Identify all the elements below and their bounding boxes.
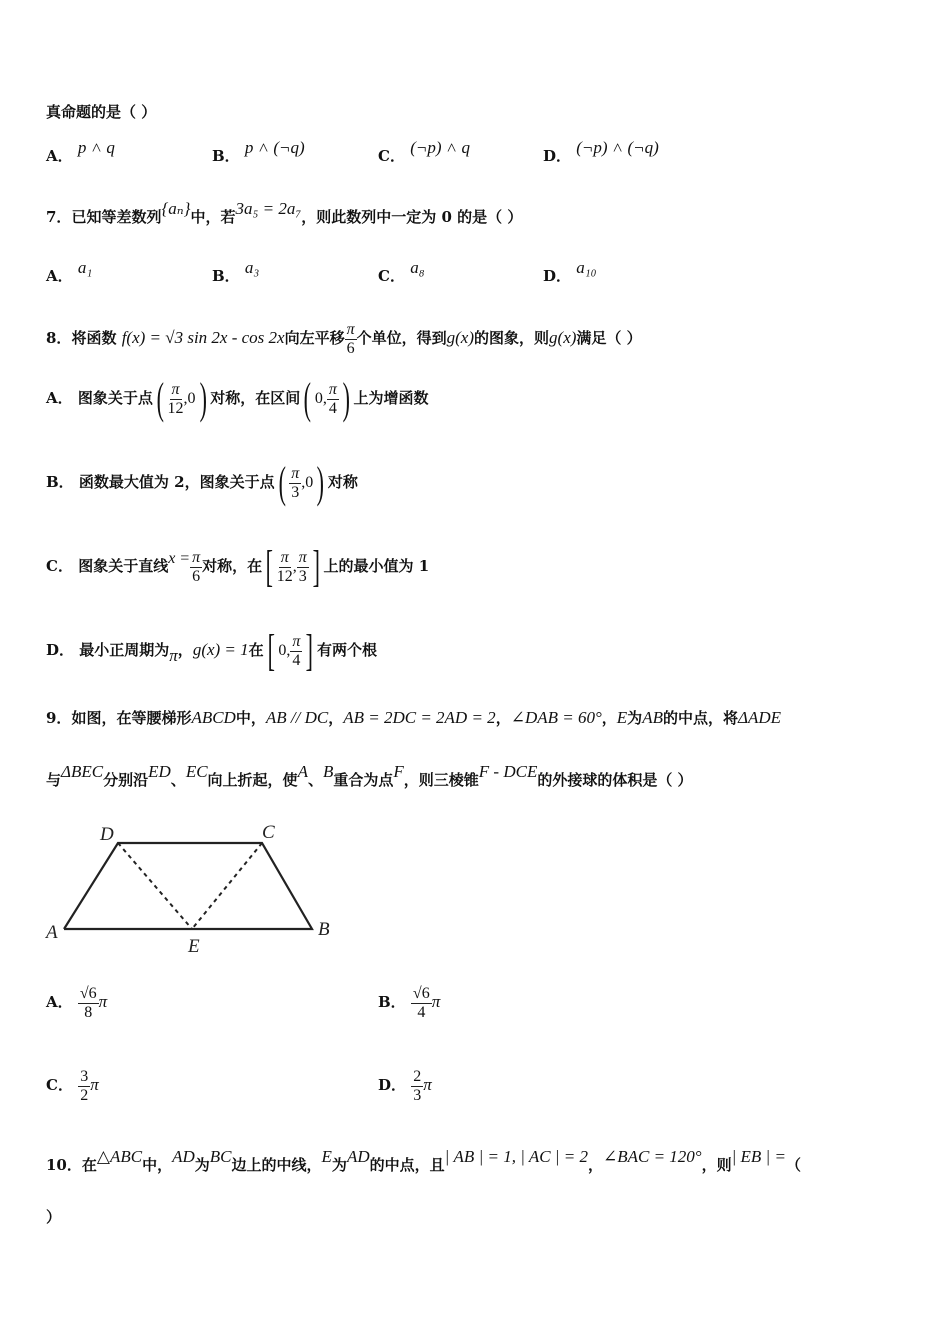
frac-den: 3 [298,567,307,585]
point-fraction [168,381,184,418]
interval-fraction [290,633,302,670]
question-number: 8． [46,329,72,347]
option-fraction [78,1068,90,1105]
opt-text: 在 [248,641,264,659]
option-label: D． [543,147,572,165]
q7-option-b[interactable] [212,258,260,286]
q10-math: | EB | = [731,1147,786,1166]
option-label: B． [378,993,406,1011]
g-eq: g(x) = 1 [192,640,249,659]
q10-text: ， [587,1156,603,1174]
q6-option-a[interactable] [46,138,115,166]
option-label: C． [46,557,73,575]
q9-option-b[interactable] [378,977,440,1027]
option-expr: a₁₀ [576,258,597,277]
option-label: D． [46,641,75,659]
q10-text: 边上的中线， [231,1156,322,1174]
q7-option-a[interactable] [46,258,93,286]
q6-option-d[interactable] [543,138,659,166]
q8-stem [46,318,642,358]
q8-g2: g(x) [549,328,577,347]
q10-math: AD [172,1147,195,1166]
frac-den: 3 [291,483,300,501]
question-number: 9． [46,709,72,727]
frac-den: 6 [346,339,355,357]
label-c: C [262,822,275,843]
q9-math: ΔADE [737,708,782,727]
q8-function: f(x) = √3 sin 2x - cos 2x [121,328,285,347]
option-label: D． [543,267,572,285]
frac-den: 2 [80,1086,89,1104]
trapezoid-outline [64,843,312,929]
interval-start: 0, [278,642,291,659]
option-expr: p ˄ (¬q) [244,138,305,157]
option-expr: (¬p) ˄ q [410,138,470,157]
q9-text: 中， [235,709,266,727]
dashed-ce [192,843,262,929]
opt-text: 上为增函数 [353,389,429,407]
left-bracket: [ [267,626,275,675]
interval-start: 0, [314,390,327,407]
q9-text: 、 [170,771,186,789]
right-paren: ) [199,374,207,423]
pi-symbol: π [431,992,441,1011]
opt-text: 有两个根 [317,641,378,659]
q8-shift-fraction [345,321,357,358]
q9-text: ，则三棱锥 [403,771,479,789]
frac-den: 8 [84,1003,93,1021]
x-eq: x = [168,550,191,567]
q9-text: ， [495,709,511,727]
q7-stem [46,199,523,227]
option-expr: (¬p) ˄ (¬q) [576,138,659,157]
q10-text: 在 [81,1156,97,1174]
right-bracket: ] [312,542,320,591]
q9-math: B [322,762,334,781]
left-paren: ( [156,374,164,423]
q7-option-c[interactable] [378,258,425,286]
q9-text: ， [328,709,344,727]
q9-math: ΔBEC [61,762,104,781]
q10-text: 为 [331,1156,347,1174]
period-value: π [169,646,178,665]
q8-option-d[interactable] [46,627,377,674]
option-fraction [78,985,99,1022]
frac-num: 3 [80,1067,89,1085]
option-label: A． [46,267,73,285]
q9-math: E [616,708,628,727]
right-paren: ) [342,374,350,423]
q9-math: EC [185,762,208,781]
q10-math: △ABC [96,1147,143,1166]
q9-math: ED [148,762,171,781]
q9-text: ， [601,709,617,727]
pi-symbol: π [90,1075,99,1094]
q10-math: ∠BAC = 120° [602,1147,702,1166]
option-label: B． [46,473,74,491]
left-bracket: [ [265,542,274,591]
frac-num: √6 [79,984,97,1002]
q8-text-b: 向左平移 [284,329,345,347]
question-number: 10． [46,1156,82,1174]
point-value: ,0 [301,474,314,491]
q8-g1: g(x) [446,328,475,347]
label-b: B [318,919,330,940]
interval-fraction [327,381,339,418]
q9-math: ABCD [191,708,236,727]
q9-text: 分别沿 [103,771,149,789]
question-number: 7． [46,208,72,226]
q7-text-c: ，则此数列中一定为 0 的是（ ） [301,208,523,226]
point-fraction [289,465,301,502]
option-expr: a₃ [244,258,260,277]
right-paren: ) [316,458,325,507]
label-e: E [188,936,200,957]
left-paren: ( [303,374,312,423]
frac-den: 12 [276,567,293,585]
frac-num: π [192,548,201,566]
opt-text: 函数最大值为 2，图象关于点 [78,473,275,491]
q9-stem-line1 [46,708,781,728]
option-label: B． [212,147,240,165]
interval-b-fraction [297,549,309,586]
option-label: A． [46,993,73,1011]
comma: , [292,558,297,575]
frac-den: 3 [413,1086,422,1104]
option-label: A． [46,389,73,407]
frac-den: 4 [417,1003,426,1021]
q10-close: ） [46,1208,62,1226]
frac-num: π [346,320,355,338]
frac-den: 4 [292,651,301,669]
q6-stem-tail: 真命题的是（ ） [46,103,157,121]
q7-sequence: {aₙ} [161,199,191,218]
pi-symbol: π [98,992,108,1011]
opt-text: 图象关于点 [77,389,153,407]
q9-text: 重合为点 [333,771,394,789]
q7-option-d[interactable] [543,258,597,286]
q9-math: F - DCE [478,762,538,781]
q9-text: 与 [46,771,62,789]
frac-num: π [171,380,180,398]
q9-math: AB // DC [265,708,329,727]
q6-option-c[interactable] [378,138,470,166]
frac-num: π [298,548,307,566]
pi-symbol: π [423,1075,432,1094]
q10-math: BC [209,1147,232,1166]
q10-math: AD [346,1147,370,1166]
frac-num: π [328,380,337,398]
q9-math: F [393,762,404,781]
q10-text: 中， [142,1156,173,1174]
opt-text: 对称 [327,473,358,491]
frac-den: 12 [167,399,184,417]
line-fraction [190,549,202,586]
opt-text: 最小正周期为 [79,641,170,659]
q6-option-b[interactable] [212,138,305,166]
q9-text: 的中点，将 [662,709,738,727]
q9-option-a[interactable] [46,977,107,1027]
q10-math: | AB | = 1, | AC | = 2 [444,1147,588,1166]
right-bracket: ] [306,626,314,675]
frac-den: 6 [192,567,201,585]
option-label: C． [378,147,405,165]
interval-a-fraction [277,549,293,586]
q9-text: 为 [627,709,643,727]
q9-stem-line2 [46,762,693,790]
q10-stem [46,1147,801,1175]
q9-text: 如图，在等腰梯形 [71,709,192,727]
q9-math: ∠DAB = 60° [510,708,602,727]
option-fraction [411,985,432,1022]
q8-option-b[interactable] [46,459,358,506]
frac-num: π [291,464,300,482]
frac-num: 2 [413,1067,422,1085]
q7-text-a: 已知等差数列 [71,208,162,226]
left-paren: ( [278,458,286,507]
option-label: C． [46,1076,73,1094]
option-label: C． [378,267,405,285]
q7-text-b: 中，若 [190,208,236,226]
q7-condition: 3a₅ = 2a₇ [235,199,302,218]
frac-den: 4 [328,399,337,417]
q10-text: 的中点，且 [369,1156,445,1174]
option-fraction [411,1068,423,1105]
q10-text: （ [785,1156,801,1174]
opt-text: 对称，在 [202,557,263,575]
option-expr: a₈ [410,258,425,277]
option-label: B． [212,267,240,285]
frac-num: √6 [412,984,430,1002]
option-expr: p ˄ q [77,138,115,157]
q10-text: ，则 [701,1156,732,1174]
dashed-de [118,843,192,929]
option-label: D． [378,1076,407,1094]
q9-math: AB [642,708,663,727]
q9-option-d[interactable] [378,1060,432,1110]
q8-text-c: 个单位，得到 [356,329,447,347]
q9-math: A [297,762,308,781]
q9-math: AB = 2DC = 2AD = 2 [343,708,496,727]
frac-num: π [280,548,289,566]
q10-math: E [321,1147,332,1166]
q8-text-e: 满足（ ） [576,329,642,347]
q8-option-a[interactable] [46,375,429,422]
point-value: ,0 [183,390,196,407]
opt-text: 上的最小值为 1 [323,557,430,575]
opt-text: 图象关于直线 [78,557,169,575]
option-expr: a₁ [77,258,93,277]
label-a: A [46,922,58,943]
trapezoid-figure [40,818,340,963]
option-label: A． [46,147,73,165]
opt-text: ， [177,641,193,659]
q9-option-c[interactable] [46,1060,99,1110]
frac-num: π [292,632,301,650]
q9-text: 、 [307,771,323,789]
q8-text-d: 的图象，则 [474,329,550,347]
q8-text-a: 将函数 [71,329,117,347]
q10-text: 为 [194,1156,210,1174]
label-d: D [100,824,114,845]
opt-text: 对称，在区间 [210,389,301,407]
q8-option-c[interactable] [46,543,429,590]
line-eq [168,550,190,567]
q9-text: 的外接球的体积是（ ） [537,771,693,789]
q9-text: 向上折起，使 [207,771,298,789]
